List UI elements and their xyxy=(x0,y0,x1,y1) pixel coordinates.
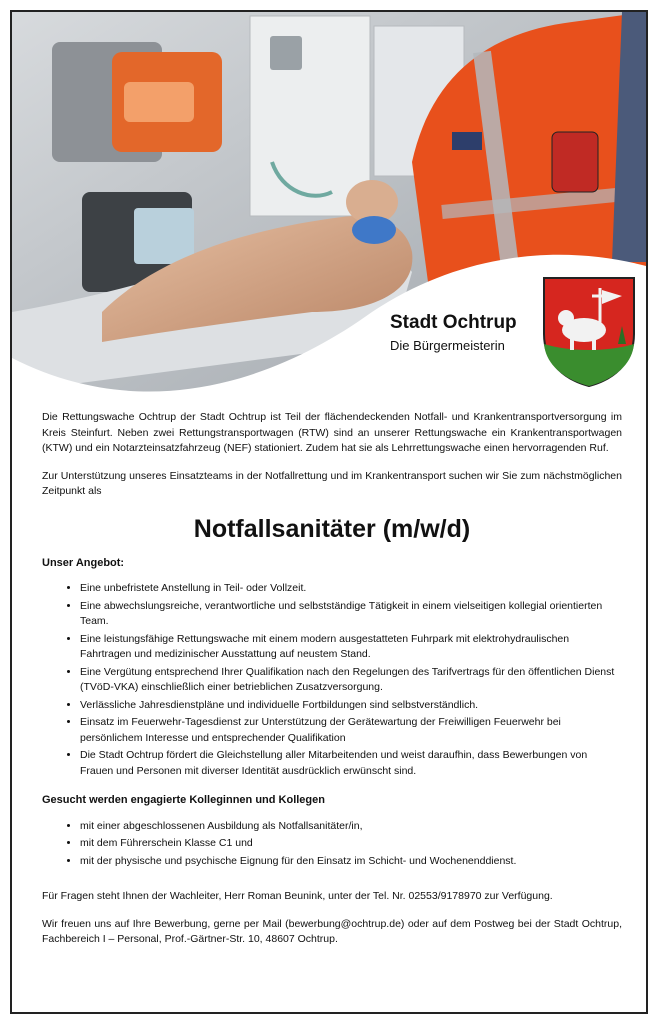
offer-item: • Eine leistungsfähige Rettungswache mit einem modern ausgestatteten Fuhrpark mit elektrohydraulischen Fahrtragen und medizinischer Ausstattung auf neustem Stand. xyxy=(80,632,622,663)
offer-item: • Eine unbefristete Anstellung in Teil- oder Vollzeit. xyxy=(80,581,622,597)
contact-questions: Für Fragen steht Ihnen der Wachleiter, Herr Roman Beunink, unter der Tel. Nr. 02553/9178970 zur Verfügung. xyxy=(42,890,553,902)
offer-heading: Unser Angebot: xyxy=(42,556,125,569)
offer-item: • Eine abwechslungsreiche, verantwortliche und selbstständige Tätigkeit in einem vielseitigen kollegial orientierten Team. xyxy=(80,599,622,630)
org-name: Stadt Ochtrup xyxy=(390,312,517,333)
job-ad-frame xyxy=(10,10,648,1014)
town-crest-lamb-icon xyxy=(540,274,638,388)
offer-item: • Verlässliche Jahresdienstpläne und individuelle Fortbildungen sind selbstverständlich. xyxy=(80,698,622,714)
intro-paragraph-2: Zur Unterstützung unseres Einsatzteams in der Notfallrettung und im Krankentransport suchen wir Sie zum nächstmöglichen Zeitpunkt als xyxy=(42,469,622,497)
job-title: Notfallsanitäter (m/w/d) xyxy=(193,514,471,543)
wanted-heading: Gesucht werden engagierte Kolleginnen und Kollegen xyxy=(42,794,325,806)
org-subtitle: Die Bürgermeisterin xyxy=(390,338,505,353)
org-branding xyxy=(390,312,517,353)
wanted-item: • mit einer abgeschlossenen Ausbildung als Notfallsanitäter/in, xyxy=(80,819,622,835)
wanted-item: • mit der physische und psychische Eignung für den Einsatz im Schicht- und Wochenenddienst. xyxy=(80,854,622,870)
intro-paragraph-1: Die Rettungswache Ochtrup der Stadt Ochtrup ist Teil der flächendeckenden Notfall- und Krankentransportversorgung im Kreis Steinfurt. Neben zwei Rettungstransportwagen (RTW) sind an unserer Rettungswache ein Krankentransportwagen (KTW) und ein Notarzteinsatzfahrzeug (NEF) stationiert. Zudem hat sie als Lehrrettungswache einen hervorragenden Ruf. xyxy=(42,411,622,454)
offer-item: • Eine Vergütung entsprechend Ihrer Qualifikation nach den Regelungen des Tarifvertrags für den öffentlichen Dienst (TVöD-VKA) einschließlich einer betrieblichen Zusatzversorgung. xyxy=(80,665,622,696)
wanted-item: • mit dem Führerschein Klasse C1 und xyxy=(80,836,622,852)
offer-item: • Einsatz im Feuerwehr-Tagesdienst zur Unterstützung der Gerätewartung der Freiwilligen Feuerwehr bei persönlichem Interesse und entsprechender Qualifikation xyxy=(80,715,622,746)
offer-list xyxy=(42,581,622,779)
contact-apply: Wir freuen uns auf Ihre Bewerbung, gerne per Mail (bewerbung@ochtrup.de) oder auf dem Postweg bei der Stadt Ochtrup, Fachbereich I – Personal, Prof.-Gärtner-Str. 10, 48607 Ochtrup. xyxy=(42,917,622,945)
offer-item: • Die Stadt Ochtrup fördert die Gleichstellung aller Mitarbeitenden und weist daraufhin, dass Bewerbungen von Frauen und Personen mit diverser Identität ausdrücklich erwünscht sind. xyxy=(80,748,622,779)
wanted-list xyxy=(42,819,622,870)
ad-content xyxy=(42,410,622,960)
